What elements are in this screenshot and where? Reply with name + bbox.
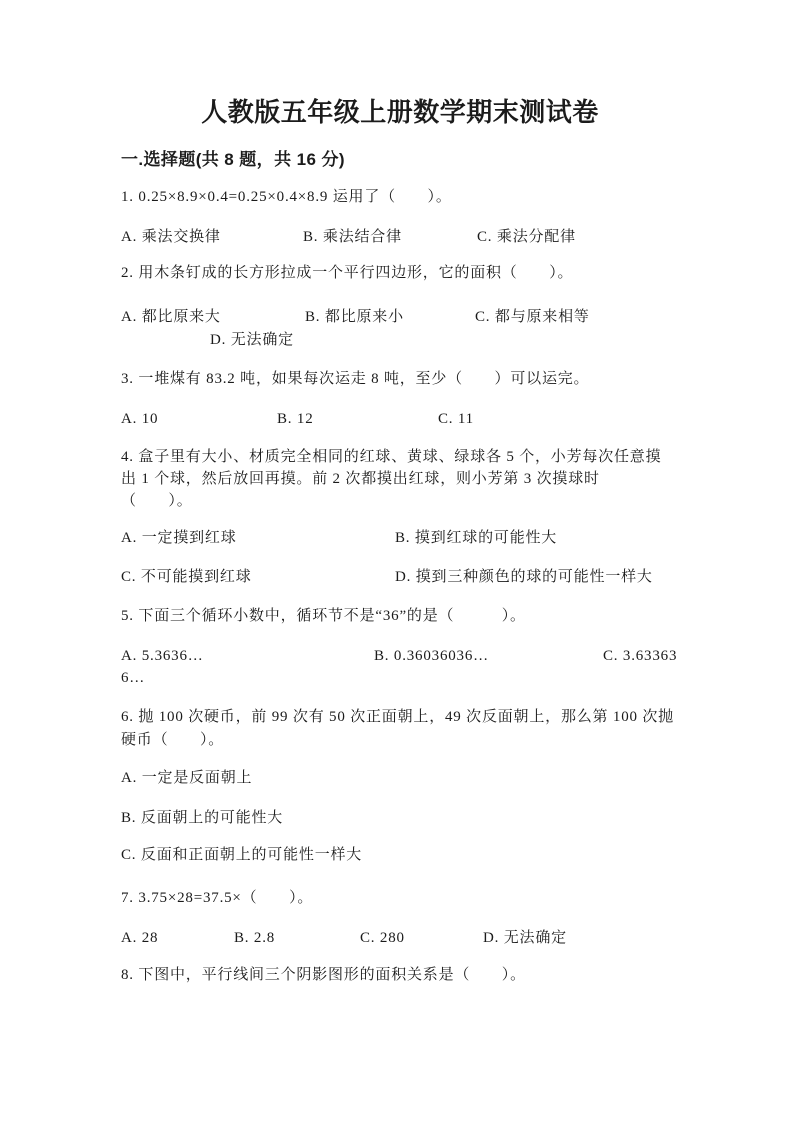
question-2-option-a: A. 都比原来大	[121, 309, 221, 325]
question-5-stem: 5. 下面三个循环小数中，循环节不是“36”的是（ ）。	[121, 608, 526, 624]
question-7-option-d: D. 无法确定	[483, 930, 567, 946]
question-5-option-a: A. 5.3636…	[121, 648, 204, 664]
question-2-stem: 2. 用木条钉成的长方形拉成一个平行四边形，它的面积（ ）。	[121, 265, 574, 281]
question-1-option-b: B. 乘法结合律	[303, 229, 402, 245]
question-7-stem: 7. 3.75×28=37.5×（ ）。	[121, 890, 314, 906]
question-7-option-b: B. 2.8	[234, 930, 276, 946]
section-heading: 一.选择题(共 8 题，共 16 分)	[121, 150, 345, 169]
question-6-option-b: B. 反面朝上的可能性大	[121, 810, 284, 826]
question-4-stem-line-3: （ ）。	[121, 493, 193, 509]
question-2-option-b: B. 都比原来小	[305, 309, 404, 325]
question-7-option-c: C. 280	[360, 930, 405, 946]
question-4-option-c: C. 不可能摸到红球	[121, 569, 252, 585]
question-3-option-b: B. 12	[277, 411, 314, 427]
document-title: 人教版五年级上册数学期末测试卷	[201, 97, 599, 127]
question-1-stem: 1. 0.25×8.9×0.4=0.25×0.4×8.9 运用了（ ）。	[121, 189, 452, 205]
question-4-option-a: A. 一定摸到红球	[121, 530, 237, 546]
question-3-option-c: C. 11	[438, 411, 474, 427]
question-6-option-a: A. 一定是反面朝上	[121, 770, 253, 786]
question-2-option-c: C. 都与原来相等	[475, 309, 590, 325]
question-6-stem-line-1: 6. 抛 100 次硬币，前 99 次有 50 次正面朝上，49 次反面朝上，那么第 100 次抛	[121, 709, 674, 725]
question-4-option-d: D. 摸到三种颜色的球的可能性一样大	[395, 569, 653, 585]
question-8-stem: 8. 下图中，平行线间三个阴影图形的面积关系是（ ）。	[121, 967, 526, 983]
question-4-stem-line-1: 4. 盒子里有大小、材质完全相同的红球、黄球、绿球各 5 个，小芳每次任意摸	[121, 449, 662, 465]
question-3-stem: 3. 一堆煤有 83.2 吨，如果每次运走 8 吨，至少（ ）可以运完。	[121, 371, 590, 387]
question-6-stem-line-2: 硬币（ ）。	[121, 732, 225, 748]
question-5-option-b: B. 0.36036036…	[374, 648, 489, 664]
question-4-option-b: B. 摸到红球的可能性大	[395, 530, 558, 546]
question-4-stem-line-2: 出 1 个球，然后放回再摸。前 2 次都摸出红球，则小芳第 3 次摸球时	[121, 471, 600, 487]
question-3-option-a: A. 10	[121, 411, 159, 427]
question-6-option-c: C. 反面和正面朝上的可能性一样大	[121, 847, 363, 863]
question-5-option-c: C. 3.63363	[603, 648, 678, 664]
question-7-option-a: A. 28	[121, 930, 159, 946]
question-1-option-c: C. 乘法分配律	[477, 229, 576, 245]
question-1-option-a: A. 乘法交换律	[121, 229, 221, 245]
question-5-option-c-wrap: 6…	[121, 670, 146, 686]
question-2-option-d: D. 无法确定	[210, 332, 294, 348]
